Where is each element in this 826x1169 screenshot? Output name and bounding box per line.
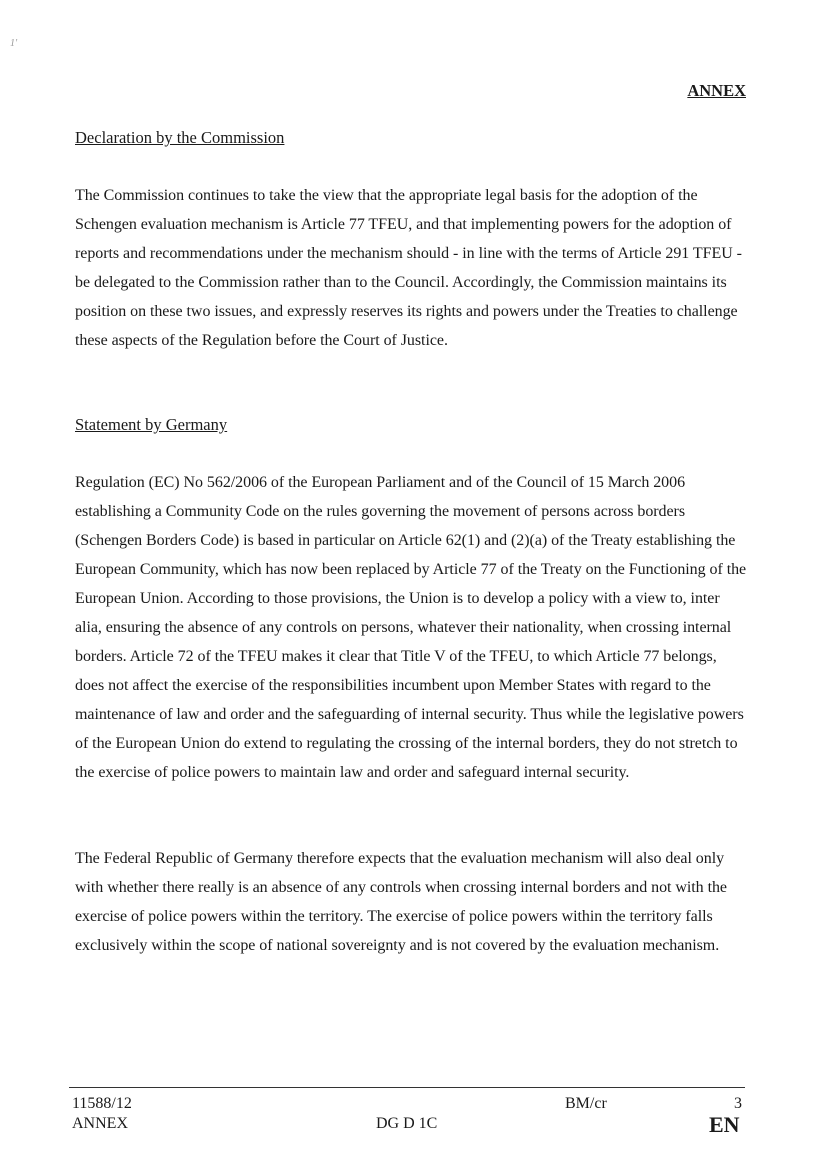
paragraph-germany-statement-2: The Federal Republic of Germany therefore expects that the evaluation mechanism will also deal only with whether there really is an absence of any controls when crossing internal borders and not with the exercise of police powers within the territory. The exercise of police powers within the territory falls exclusively within the scope of national sovereignty and is not covered by the evaluation mechanism. [75,850,727,954]
section-heading-germany: Statement by Germany [75,415,228,434]
section-heading-commission: Declaration by the Commission [75,128,285,147]
annex-title: ANNEX [687,81,746,100]
footer-directorate: DG D 1C [376,1115,438,1132]
footer-language-code: EN [709,1112,740,1137]
footer-initials: BM/cr [565,1095,607,1112]
corner-mark: 1' [10,38,18,49]
footer-annex-label: ANNEX [72,1115,128,1132]
paragraph-germany-statement-1: Regulation (EC) No 562/2006 of the European Parliament and of the Council of 15 March 2006 establishing a Community Code on the rules governing the movement of persons across borders (Schengen Borders Code) is based in particular on Article 62(1) and (2)(a) of the Treaty establishing the European Community, which has now been replaced by Article 77 of the Treaty on the Functioning of the European Union. According to those provisions, the Union is to develop a policy with a view to, inter alia, ensuring the absence of any controls on persons, whatever their nationality, when crossing internal borders. Article 72 of the TFEU makes it clear that Title V of the TFEU, to which Article 77 belongs, does not affect the exercise of the responsibilities incumbent upon Member States with regard to the maintenance of law and order and the safeguarding of internal security. Thus while the legislative powers of the European Union do extend to regulating the crossing of the internal borders, they do not stretch to the exercise of police powers to maintain law and order and safeguard internal security. [75,474,747,781]
footer-divider [69,1087,745,1088]
footer-doc-number: 11588/12 [72,1095,132,1112]
paragraph-commission-declaration: The Commission continues to take the view that the appropriate legal basis for the adoption of the Schengen evaluation mechanism is Article 77 TFEU, and that implementing powers for the adoption of reports and recommendations under the mechanism should - in line with the terms of Article 291 TFEU - be delegated to the Commission rather than to the Council. Accordingly, the Commission maintains its position on these two issues, and expressly reserves its rights and powers under the Treaties to challenge these aspects of the Regulation before the Court of Justice. [75,187,742,349]
footer-page-number: 3 [734,1095,742,1112]
